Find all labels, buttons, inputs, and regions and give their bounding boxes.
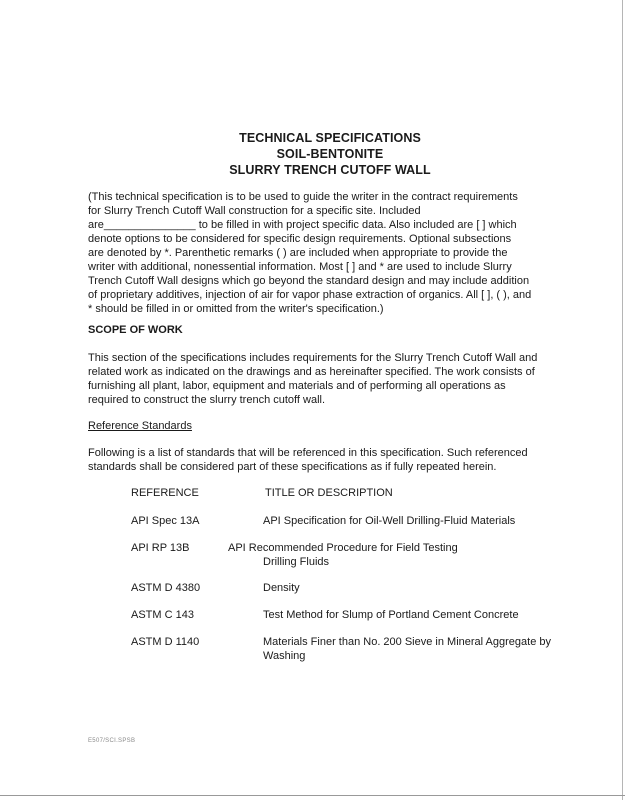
column-header-title: TITLE OR DESCRIPTION — [265, 487, 393, 499]
description-line: Drilling Fluids — [263, 556, 330, 568]
reference-description — [263, 581, 300, 595]
intro-line: are denoted by *. Parenthetic remarks ( ) are included when appropriate to provide the — [88, 247, 508, 259]
intro-paragraph — [88, 190, 580, 316]
reference-code: ASTM D 1140 — [131, 636, 200, 648]
document-title — [0, 130, 625, 178]
title-line-1: TECHNICAL SPECIFICATIONS — [239, 131, 421, 145]
reference-intro-line: Following is a list of standards that will be referenced in this specification. Such referenced — [88, 447, 528, 459]
intro-line: are_______________ to be filled in with project specific data. Also included are [ ] which — [88, 219, 517, 231]
reference-code: ASTM D 4380 — [131, 582, 201, 594]
description-line: API Specification for Oil-Well Drilling-Fluid Materials — [263, 515, 516, 527]
scope-heading: SCOPE OF WORK — [88, 324, 183, 336]
reference-intro-line: standards shall be considered part of these specifications as if fully repeated herein. — [88, 461, 497, 473]
intro-line: (This technical specification is to be used to guide the writer in the contract requirements — [88, 191, 518, 203]
title-line-3: SLURRY TRENCH CUTOFF WALL — [229, 163, 431, 177]
footer-document-code: E507/SCI.SPSB — [88, 738, 136, 744]
reference-standards-heading: Reference Standards — [88, 420, 192, 432]
description-line: Washing — [263, 650, 306, 662]
reference-intro-paragraph — [88, 446, 580, 474]
description-line: Test Method for Slump of Portland Cement Concrete — [263, 609, 519, 621]
page-bottom-edge — [0, 795, 625, 796]
description-line: Materials Finer than No. 200 Sieve in Mineral Aggregate by — [263, 636, 551, 648]
description-line: API Recommended Procedure for Field Testing — [228, 542, 458, 554]
reference-description — [263, 608, 519, 622]
intro-line: writer with additional, nonessential information. Most [ ] and * are used to include Slurry — [88, 261, 512, 273]
title-line-2: SOIL-BENTONITE — [276, 147, 384, 161]
page-right-edge — [622, 0, 623, 800]
reference-description — [228, 541, 458, 569]
reference-description — [263, 514, 515, 528]
intro-line: denote options to be considered for specific design requirements. Optional subsections — [88, 233, 512, 245]
intro-line: * should be filled in or omitted from the writer's specification.) — [88, 303, 384, 315]
scope-line: furnishing all plant, labor, equipment and materials and of performing all operations as — [88, 380, 506, 392]
reference-description — [263, 635, 551, 663]
scope-line: This section of the specifications includes requirements for the Slurry Trench Cutoff Wall and — [88, 352, 538, 364]
intro-line: Trench Cutoff Wall designs which go beyond the standard design and may include addition — [88, 275, 530, 287]
reference-code: API RP 13B — [131, 542, 190, 554]
scope-line: required to construct the slurry trench cutoff wall. — [88, 394, 326, 406]
intro-line: of proprietary additives, injection of air for vapor phase extraction of organics. All [ ], ( ), and — [88, 289, 532, 301]
reference-code: ASTM C 143 — [131, 609, 194, 621]
description-line: Density — [263, 582, 300, 594]
reference-code: API Spec 13A — [131, 515, 200, 527]
scope-line: related work as indicated on the drawings and as hereinafter specified. The work consists of — [88, 366, 535, 378]
column-header-reference: REFERENCE — [131, 487, 199, 499]
scope-paragraph — [88, 351, 580, 407]
intro-line: for Slurry Trench Cutoff Wall construction for a specific site. Included — [88, 205, 421, 217]
